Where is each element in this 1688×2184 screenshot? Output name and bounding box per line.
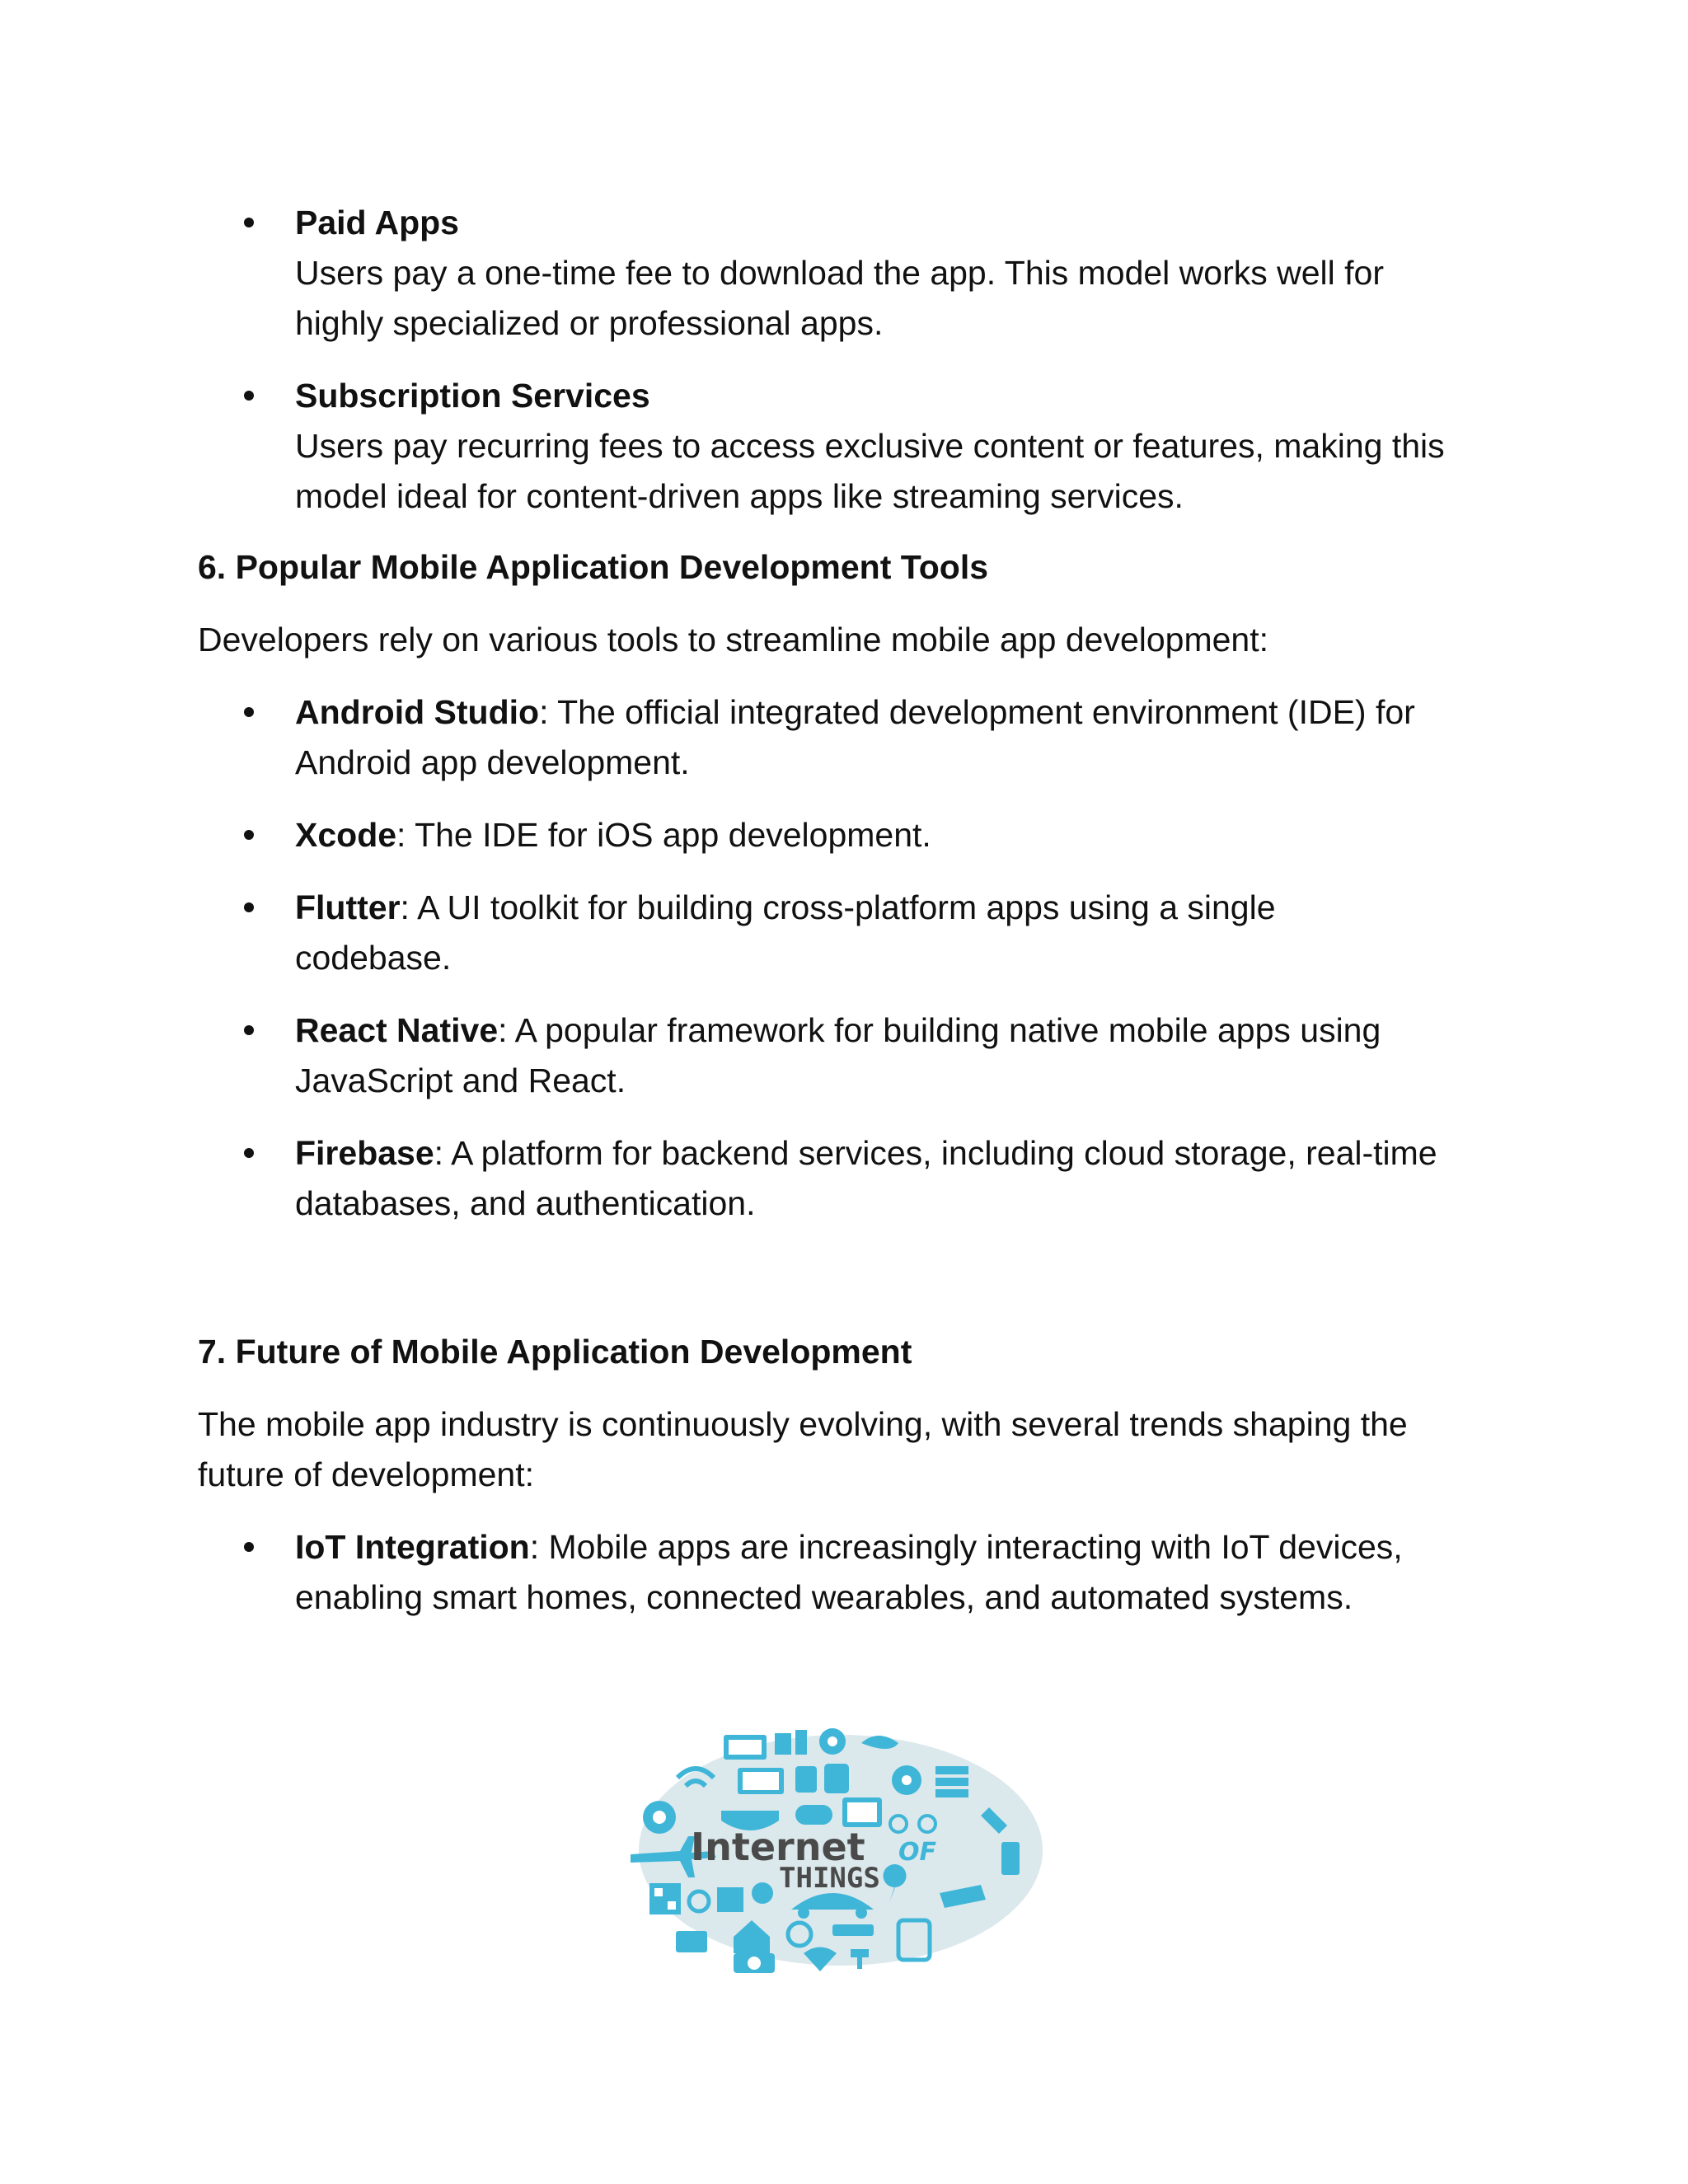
bullet-title: Paid Apps [295,204,459,241]
server-icon-3 [935,1789,968,1797]
bullet-dot [244,1542,254,1552]
section-intro-7 [198,1399,1484,1500]
bullet-line: Users pay recurring fees to access exclusive content or features, making this [295,427,1445,465]
tool-name: Xcode [295,816,397,854]
usb-icon [1001,1842,1020,1875]
trend-desc-line: enabling smart homes, connected wearables, and automated systems. [295,1578,1353,1616]
keyboard-icon [832,1924,874,1936]
bullet-dot [244,218,254,227]
bullet-dot [244,830,254,840]
qr-square-1 [654,1888,663,1896]
tv-screen [847,1802,877,1822]
bullet-text [295,371,1498,522]
webcam-lens [653,1811,666,1824]
iot-logo-image [626,1718,1055,1974]
qr-square-2 [668,1901,676,1910]
logo-word-things: THINGS [779,1862,880,1895]
trend-name: IoT Integration [295,1528,530,1566]
lamp-icon [795,1730,807,1755]
tool-name: Firebase [295,1134,434,1172]
bullet-text [295,198,1498,349]
router-icon [676,1931,707,1952]
bullet-text [295,1128,1498,1229]
camera-lens [748,1957,761,1970]
server-icon-2 [935,1778,968,1786]
gear-hole [828,1736,837,1746]
tool-desc: : The IDE for iOS app development. [396,816,931,854]
intro-line: future of development: [198,1455,534,1493]
logo-word-internet: Internet [691,1825,865,1869]
car-wheel-2 [856,1907,867,1919]
tool-name: React Native [295,1011,499,1049]
bullet-title: Subscription Services [295,377,650,415]
bullet-text [295,883,1498,983]
gamepad-icon [795,1805,832,1825]
qr-code-icon [649,1883,681,1915]
tool-desc: : A popular framework for building native mobile apps using [498,1011,1381,1049]
bullet-dot [244,1025,254,1035]
calculator-icon [717,1887,743,1912]
bullet-dot [244,902,254,912]
tool-desc-line: codebase. [295,939,452,977]
tool-desc-line: databases, and authentication. [295,1184,756,1222]
fan-center [902,1775,912,1785]
laptop-screen [743,1772,779,1790]
tool-desc: : A platform for backend services, including cloud storage, real-time [434,1134,1437,1172]
bullet-text [295,810,1498,860]
section-heading-6: 6. Popular Mobile Application Development Tools [198,548,989,586]
logo-word-of: OF [898,1838,936,1867]
section-intro-6: Developers rely on various tools to streamline mobile app development: [198,621,1269,658]
intro-line: The mobile app industry is continuously evolving, with several trends shaping the [198,1405,1408,1443]
server-icon-1 [935,1766,968,1774]
bullet-text [295,1522,1498,1623]
tool-desc: : A UI toolkit for building cross-platform apps using a single [400,888,1276,926]
box-icon [775,1733,791,1755]
bullet-text [295,687,1498,788]
bullet-dot [244,707,254,717]
bullet-line: highly specialized or professional apps. [295,304,884,342]
printer-icon [795,1766,817,1793]
bullet-dot [244,391,254,401]
bullet-dot [244,1148,254,1158]
bullet-text [295,1005,1498,1106]
tool-name: Android Studio [295,693,540,731]
kettle-icon [824,1764,849,1793]
tool-desc-line: JavaScript and React. [295,1062,626,1099]
tool-desc: : The official integrated development environment (IDE) for [539,693,1415,731]
bulb-icon [752,1882,773,1904]
section-heading-7: 7. Future of Mobile Application Development [198,1333,912,1371]
trend-desc: : Mobile apps are increasingly interacting with IoT devices, [529,1528,1403,1566]
tool-name: Flutter [295,888,401,926]
tool-desc-line: Android app development. [295,743,690,781]
bullet-line: model ideal for content-driven apps like streaming services. [295,477,1184,515]
bullet-line: Users pay a one-time fee to download the app. This model works well for [295,254,1385,292]
car-wheel-1 [798,1907,809,1919]
monitor-screen [729,1740,762,1755]
